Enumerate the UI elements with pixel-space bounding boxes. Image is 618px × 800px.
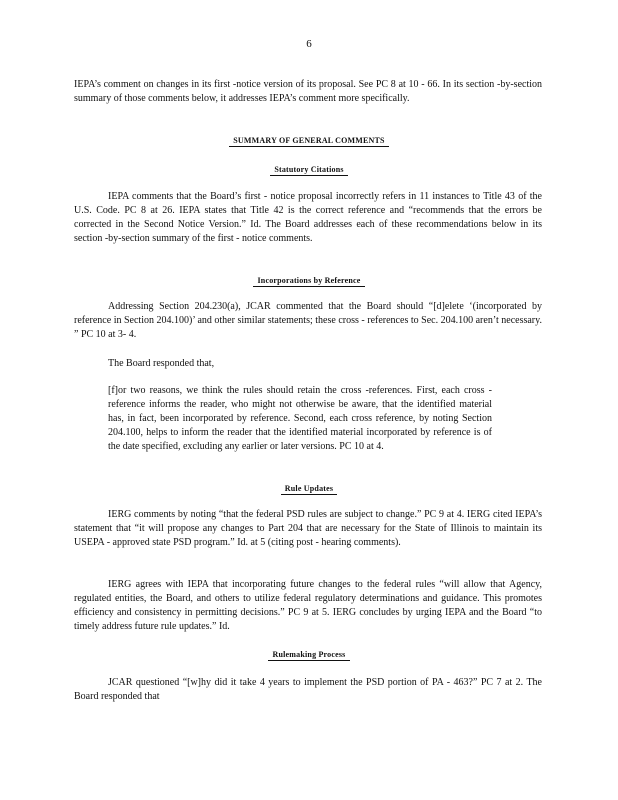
- paragraph-incorporations: Addressing Section 204.230(a), JCAR commented that the Board should “[d]elete ‘(incorporated by reference in Section 204.100)’ and other similar statements; these cross - references to Sec. 204.100 aren’t necessary. ” PC 10 at 3- 4.: [74, 301, 542, 340]
- heading-rule-updates: [0, 484, 618, 493]
- heading-statutory-text: Statutory Citations: [270, 165, 347, 176]
- paragraph-intro: IEPA’s comment on changes in its first -notice version of its proposal. See PC 8 at 10 - 66. In its section -by-section summary of those comments below, it addresses IEPA’s comment more specifically.: [74, 79, 542, 104]
- paragraph-board-responded: The Board responded that,: [108, 358, 215, 369]
- heading-summary-of-general-comments: [0, 136, 618, 145]
- heading-rulemaking-process: [0, 650, 618, 659]
- heading-statutory-citations: [0, 165, 618, 174]
- block-quote-cross-references: [f]or two reasons, we think the rules should retain the cross -references. First, each cross -reference informs the reader, who might not otherwise be aware, that the identified material has, in fact, been incorporated by reference. Second, each cross reference, by noting Section 204.100, helps to inform the reader that the identified material incorporated by reference is of the date specified, excluding any earlier or later versions. PC 10 at 4.: [108, 385, 492, 452]
- page-number: 6: [306, 38, 312, 50]
- paragraph-ierg-comments: IERG comments by noting “that the federal PSD rules are subject to change.” PC 9 at 4. IERG cited IEPA’s statement that “it will propose any changes to Part 204 that are necessary for the State of Illinois to maintain its USEPA - approved state PSD program.” Id. at 5 (citing post - hearing comments).: [74, 509, 542, 548]
- heading-incorporations-by-reference: [0, 276, 618, 285]
- heading-rulemaking-text: Rulemaking Process: [268, 650, 349, 661]
- heading-summary-text: SUMMARY OF GENERAL COMMENTS: [229, 136, 388, 147]
- paragraph-ierg-agrees: IERG agrees with IEPA that incorporating future changes to the federal rules “will allow that Agency, regulated entities, the Board, and others to utilize federal regulatory determinations and guidance. This promotes efficiency and consistency in permitting decisions.” PC 9 at 5. IERG concludes by urging IEPA and the Board “to timely address future rule updates.” Id.: [74, 579, 542, 632]
- heading-incorporations-text: Incorporations by Reference: [253, 276, 364, 287]
- paragraph-statutory: IEPA comments that the Board’s first - notice proposal incorrectly refers in 11 instances to Title 43 of the U.S. Code. PC 8 at 26. IEPA states that Title 42 is the correct reference and “recommends that the errors be corrected in the Second Notice Version.” Id. The Board addresses each of these recommendations below in its section -by-section summary of the first - notice comments.: [74, 191, 542, 244]
- paragraph-jcar-questioned: JCAR questioned “[w]hy did it take 4 years to implement the PSD portion of PA - 463?” PC 7 at 2. The Board responded that: [74, 677, 542, 702]
- heading-rule-updates-text: Rule Updates: [281, 484, 337, 495]
